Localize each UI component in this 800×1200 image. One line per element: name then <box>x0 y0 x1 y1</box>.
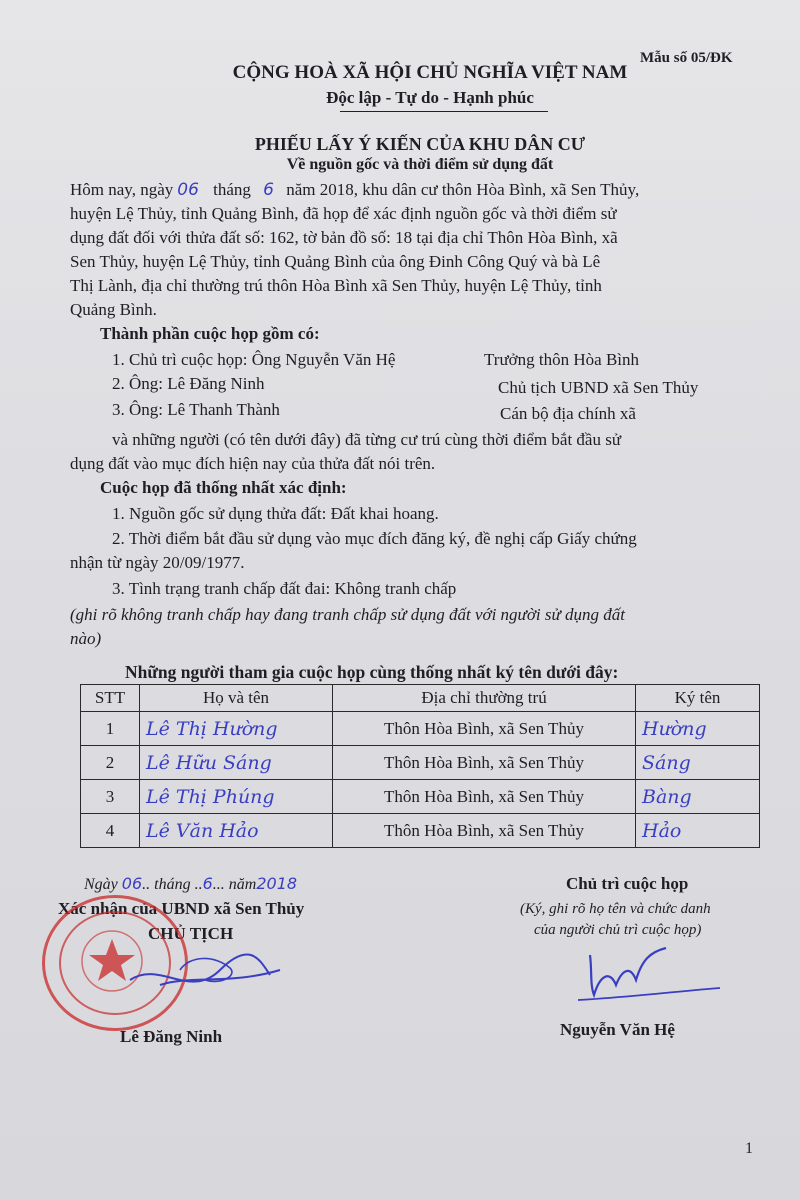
row-address: Thôn Hòa Bình, xã Sen Thủy <box>333 746 636 780</box>
intro-text-b: tháng <box>213 180 251 199</box>
motto: Độc lập - Tự do - Hạnh phúc <box>326 88 534 107</box>
row-stt: 3 <box>81 780 140 814</box>
row-signature: Bàng <box>636 780 760 814</box>
row-signature: Hảo <box>636 814 760 848</box>
agreement-hint-1: (ghi rõ không tranh chấp hay đang tranh chấp sử dụng đất với người sử dụng đất <box>70 605 625 624</box>
table-row <box>81 712 760 746</box>
date-label-b: .. tháng .. <box>142 876 203 893</box>
participants-heading: Những người tham gia cuộc họp cùng thống nhất ký tên dưới đây: <box>125 662 619 682</box>
chairman-signature-icon <box>120 940 290 1010</box>
motto-underline <box>340 111 548 112</box>
intro-line-6: Quảng Bình. <box>70 300 157 319</box>
agreement-item-1: 1. Nguồn gốc sử dụng thửa đất: Đất khai hoang. <box>112 504 439 523</box>
column-header-signature: Ký tên <box>636 685 760 712</box>
row-handwritten-name: Lê Hữu Sáng <box>140 746 333 780</box>
members-heading: Thành phần cuộc họp gồm có: <box>100 324 320 343</box>
document-subtitle: Về nguồn gốc và thời điểm sử dụng đất <box>286 156 554 173</box>
host-signature-icon <box>570 940 730 1010</box>
intro-line-5: Thị Lành, địa chỉ thường trú thôn Hòa Bình xã Sen Thủy, huyện Lệ Thủy, tỉnh <box>70 276 602 295</box>
agreement-heading: Cuộc họp đã thống nhất xác định: <box>100 478 347 497</box>
row-handwritten-name: Lê Thị Hường <box>140 712 333 746</box>
handwritten-date-day: 06 <box>121 874 143 893</box>
agreement-item-2b: nhận từ ngày 20/09/1977. <box>70 553 245 572</box>
host-name: Nguyễn Văn Hệ <box>560 1020 675 1039</box>
agreement-hint-2: nào) <box>70 629 102 648</box>
table-row <box>81 746 760 780</box>
participants-table <box>80 684 760 848</box>
intro-text-c: năm 2018, khu dân cư thôn Hòa Bình, xã Sen Thủy, <box>286 180 640 199</box>
member-3-name: 3. Ông: Lê Thanh Thành <box>112 400 280 419</box>
handwritten-date-year: 2018 <box>256 874 298 893</box>
member-2-name: 2. Ông: Lê Đăng Ninh <box>112 374 265 393</box>
member-1-name: 1. Chủ trì cuộc họp: Ông Nguyễn Văn Hệ <box>112 350 396 369</box>
member-3-role: Cán bộ địa chính xã <box>500 404 636 423</box>
intro-line-4: Sen Thủy, huyện Lệ Thủy, tỉnh Quảng Bình của ông Đinh Công Quý và bà Lê <box>70 252 601 271</box>
nation-heading: CỘNG HOÀ XÃ HỘI CHỦ NGHĨA VIỆT NAM <box>232 62 628 83</box>
chairman-title: CHỦ TỊCH <box>148 924 234 943</box>
intro-line-3: dụng đất đối với thửa đất số: 162, tờ bản đồ số: 18 tại địa chỉ Thôn Hòa Bình, xã <box>70 228 618 247</box>
page-number: 1 <box>745 1140 753 1157</box>
handwritten-date-month: 6 <box>202 874 213 893</box>
host-hint-2: của người chủ trì cuộc họp) <box>534 922 702 938</box>
intro-line-2: huyện Lệ Thủy, tỉnh Quảng Bình, đã họp để xác định nguồn gốc và thời điểm sử <box>70 204 617 223</box>
intro-text-a: Hôm nay, ngày <box>70 180 174 199</box>
row-signature: Sáng <box>636 746 760 780</box>
row-address: Thôn Hòa Bình, xã Sen Thủy <box>333 814 636 848</box>
host-title: Chủ trì cuộc họp <box>566 874 689 893</box>
table-row <box>81 780 760 814</box>
form-number: Mẫu số 05/ĐK <box>640 50 733 66</box>
chairman-name: Lê Đăng Ninh <box>120 1027 223 1046</box>
row-address: Thôn Hòa Bình, xã Sen Thủy <box>333 712 636 746</box>
member-2-role: Chủ tịch UBND xã Sen Thủy <box>498 378 699 397</box>
date-label-c: ... năm <box>212 876 257 893</box>
member-1-role: Trưởng thôn Hòa Bình <box>484 350 640 369</box>
table-header-row <box>81 685 760 712</box>
table-row <box>81 814 760 848</box>
members-note-1: và những người (có tên dưới đây) đã từng cư trú cùng thời điểm bắt đầu sử <box>112 430 622 449</box>
host-hint-1: (Ký, ghi rõ họ tên và chức danh <box>520 901 711 917</box>
column-header-address: Địa chỉ thường trú <box>333 685 636 712</box>
row-handwritten-name: Lê Văn Hảo <box>140 814 333 848</box>
row-stt: 2 <box>81 746 140 780</box>
handwritten-day: 06 <box>177 180 199 200</box>
agreement-item-3: 3. Tình trạng tranh chấp đất đai: Không tranh chấp <box>112 579 457 598</box>
footer-date <box>84 872 297 897</box>
agreement-item-2a: 2. Thời điểm bắt đầu sử dụng vào mục đích đăng ký, đề nghị cấp Giấy chứng <box>112 529 637 548</box>
row-address: Thôn Hòa Bình, xã Sen Thủy <box>333 780 636 814</box>
commune-confirmation: Xác nhận của UBND xã Sen Thủy <box>58 899 305 918</box>
date-label-a: Ngày <box>84 876 118 893</box>
handwritten-month: 6 <box>263 180 274 200</box>
row-stt: 4 <box>81 814 140 848</box>
row-stt: 1 <box>81 712 140 746</box>
document-title: PHIẾU LẤY Ý KIẾN CỦA KHU DÂN CƯ <box>254 134 586 154</box>
row-signature: Hường <box>636 712 760 746</box>
members-note-2: dụng đất vào mục đích hiện nay của thửa đất nói trên. <box>70 454 436 473</box>
row-handwritten-name: Lê Thị Phúng <box>140 780 333 814</box>
intro-line-1 <box>70 178 639 202</box>
column-header-name: Họ và tên <box>140 685 333 712</box>
column-header-stt: STT <box>81 685 140 712</box>
